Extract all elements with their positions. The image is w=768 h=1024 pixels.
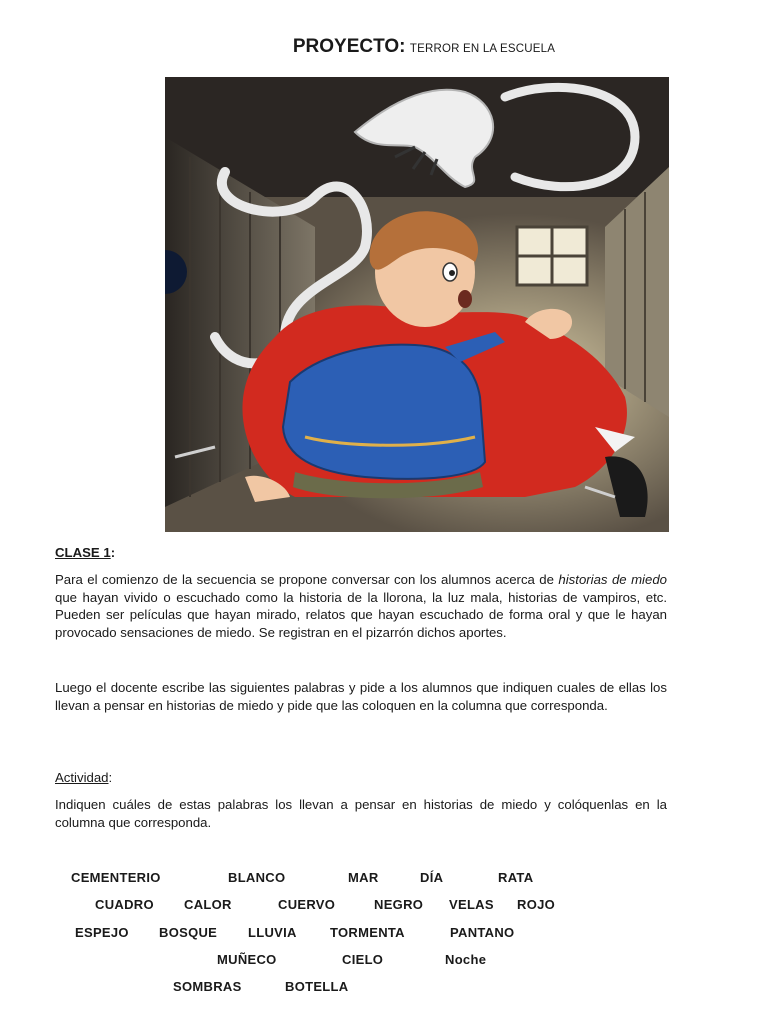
word-blanco: BLANCO xyxy=(228,870,286,885)
word-calor: CALOR xyxy=(184,897,232,912)
word-bosque: BOSQUE xyxy=(159,925,218,940)
section-heading xyxy=(55,545,115,560)
scared-boy-illustration xyxy=(165,77,669,532)
word-cielo: CIELO xyxy=(342,952,384,967)
paragraph-instructions: Luego el docente escribe las siguientes palabras y pide a los alumnos que indiquen cuales de ellas los llevan a pensar en historias de miedo y pide que las coloquen en la columna que corresponda. xyxy=(55,680,667,713)
activity-suffix: : xyxy=(108,770,113,785)
paragraph-intro xyxy=(55,571,667,641)
heading-suffix: : xyxy=(110,545,116,560)
activity-label: Actividad xyxy=(55,770,109,785)
word-cuervo: CUERVO xyxy=(278,897,336,912)
word-espejo: ESPEJO xyxy=(75,925,129,940)
word-noche: Noche xyxy=(445,952,487,967)
p1-before: Para el comienzo de la secuencia se propone conversar con los alumnos acerca de xyxy=(55,572,559,587)
word-botella: BOTELLA xyxy=(285,979,349,994)
paragraph-activity: Indiquen cuáles de estas palabras los llevan a pensar en historias de miedo y colóquenlas en la columna que corresponda. xyxy=(55,797,667,830)
word-negro: NEGRO xyxy=(374,897,424,912)
word-cuadro: CUADRO xyxy=(95,897,154,912)
word-velas: VELAS xyxy=(449,897,494,912)
p1-italic: historias de miedo xyxy=(558,572,667,587)
word-tormenta: TORMENTA xyxy=(330,925,405,940)
word-dia: DÍA xyxy=(420,870,444,885)
activity-heading xyxy=(55,770,112,785)
word-pantano: PANTANO xyxy=(450,925,515,940)
page-title xyxy=(0,36,768,58)
word-cementerio: CEMENTERIO xyxy=(71,870,161,885)
heading-label: CLASE 1 xyxy=(55,545,111,560)
title-main: PROYECTO: xyxy=(292,36,406,57)
p1-after: que hayan vivido o escuchado como la historia de la llorona, la luz mala, historias de vampiros, etc. Pueden ser películas que hayan mirado, relatos que hayan escuchado de forma oral y que le hayan provocado sensaciones de miedo. Se registran en el pizarrón dichos aportes. xyxy=(55,589,667,640)
word-rojo: ROJO xyxy=(517,897,556,912)
title-sub: TERROR EN LA ESCUELA xyxy=(409,43,556,55)
word-mar: MAR xyxy=(348,870,379,885)
word-muneco: MUÑECO xyxy=(217,952,277,967)
word-lluvia: LLUVIA xyxy=(248,925,297,940)
word-rata: RATA xyxy=(498,870,534,885)
word-sombras: SOMBRAS xyxy=(173,979,242,994)
